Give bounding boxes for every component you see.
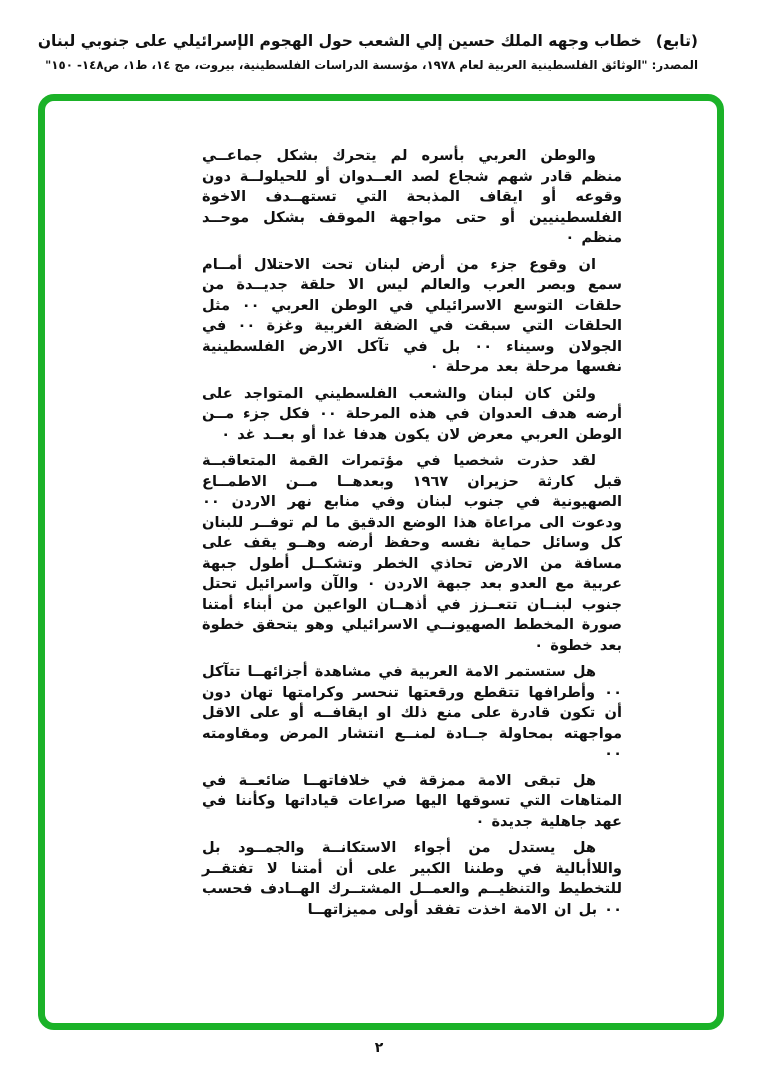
body-text-column xyxy=(202,146,622,926)
page-title: خطاب وجهه الملك حسين إلي الشعب حول الهجوم الإسرائيلي على جنوبي لبنان xyxy=(37,32,642,50)
continuation-label: (تابع) xyxy=(655,32,698,50)
body-paragraph: ان وقوع جزء من أرض لبنان تحت الاحتلال أمــام سمع وبصر العرب والعالم ليس الا حلقة جديــدة من حلقات التوسع الاسرائيلي في الوطن العربي ٠٠ مثل الحلقات التي سبقت في الضفة الغربية وغزة ٠٠ في الجولان وسيناء ٠٠ بل في تآكل الارض الفلسطينية نفسها مرحلة بعد مرحلة ٠ xyxy=(202,255,622,375)
body-paragraph: والوطن العربي بأسره لم يتحرك بشكل جماعــي منظم قادر شهم شجاع لصد العــدوان أو للحيلولــة دون وقوعه أو ايقاف المذبحة التي تستهــدف الاخوة الفلسطينيين أو حتى مواجهة الموقف بشكل موحــد منظم ٠ xyxy=(202,147,622,246)
body-paragraph: هل ستستمر الامة العربية في مشاهدة أجزائهــا تتآكل ٠٠ وأطرافها تتقطع ورقعتها تنحسر وكرامتها تهان دون أن تكون قادرة على منع ذلك او ايقافــه أو على الاقل مواجهته بمحاولة جــادة لمنــع انتشار المرض ومقاومته ٠٠ xyxy=(202,663,622,762)
source-citation: المصدر: "الوثائق الفلسطينية العربية لعام ١٩٧٨، مؤسسة الدراسات الفلسطينية، بيروت، مج ١٤، ط١، ص١٤٨- ١٥٠" xyxy=(45,58,698,72)
body-paragraph: ولئن كان لبنان والشعب الفلسطيني المتواجد على أرضه هدف العدوان في هذه المرحلة ٠٠ فكل جزء مــن الوطن العربي معرض لان يكون هدفا غدا أو بعــد غد ٠ xyxy=(202,384,622,443)
page-number: ٢ xyxy=(374,1040,384,1056)
body-paragraph: لقد حذرت شخصيا في مؤتمرات القمة المتعاقبــة قبل كارثة حزيران ١٩٦٧ وبعدهــا مــن الاطمــاع الصهيونية في جنوب لبنان وفي منابع نهر الاردن ٠٠ ودعوت الى مراعاة هذا الوضع الدقيق ما لم توفــر للبنان كل وسائل حماية نفسه وحفظ أرضه وهــو يقف على مسافة من الارض تحاذي الخطر وتشكــل أطول جبهة عربية مع العدو بعد جبهة الاردن ٠ والآن واسرائيل تحتل جنوب لبنــان تتعــزز في أذهــان الواعين من أبناء أمتنا صورة المخطط الصهيونــي الاسرائيلي وهو يتحقق خطوة بعد خطوة ٠ xyxy=(202,452,622,654)
body-paragraph: هل يستدل من أجواء الاستكانــة والجمــود بل واللاأبالية في وطننا الكبير على أن أمتنا لا تفتقــر للتخطيط والتنظيــم والعمــل المشتــرك الهــادف فحسب ٠٠ بل ان الامة اخذت تفقد أولى مميزاتهــا xyxy=(202,839,622,918)
document-header xyxy=(37,32,698,72)
document-title-line xyxy=(37,32,698,50)
body-paragraph: هل تبقى الامة ممزقة في خلافاتهــا ضائعــة في المتاهات التي تسوقها اليها صراعات قياداتها وكأننا في عهد جاهلية جديدة ٠ xyxy=(202,771,622,830)
